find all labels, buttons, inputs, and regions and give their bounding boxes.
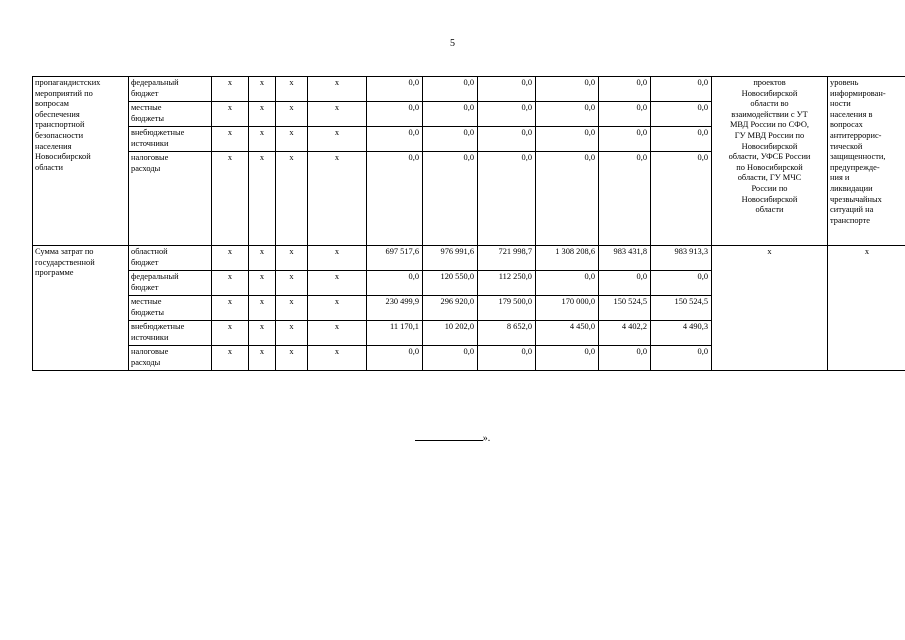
amount-cell: 0,0: [478, 152, 536, 246]
code-cell: x: [276, 321, 308, 346]
amount-cell: 0,0: [599, 271, 651, 296]
amount-cell: 0,0: [651, 271, 712, 296]
result-cell: уровень информирован- ности населения в вопросах антитеррорис- тической защищенности, предупрежде- ния и ликвидации чрезвычайных ситуаций на транспорте: [828, 77, 905, 246]
amount-cell: 4 450,0: [536, 321, 599, 346]
funding-source-cell: федеральный бюджет: [129, 77, 212, 102]
code-cell: x: [308, 127, 367, 152]
amount-cell: 0,0: [651, 77, 712, 102]
code-cell: x: [249, 346, 276, 371]
funding-source-cell: местные бюджеты: [129, 296, 212, 321]
code-cell: x: [276, 152, 308, 246]
amount-cell: 0,0: [367, 127, 423, 152]
amount-cell: 10 202,0: [423, 321, 478, 346]
amount-cell: 0,0: [651, 152, 712, 246]
amount-cell: 296 920,0: [423, 296, 478, 321]
code-cell: x: [249, 127, 276, 152]
code-cell: x: [308, 102, 367, 127]
amount-cell: 0,0: [478, 127, 536, 152]
code-cell: x: [212, 77, 249, 102]
amount-cell: 0,0: [651, 127, 712, 152]
amount-cell: 0,0: [599, 102, 651, 127]
code-cell: x: [276, 346, 308, 371]
code-cell: x: [249, 271, 276, 296]
funding-source-cell: местные бюджеты: [129, 102, 212, 127]
amount-cell: 8 652,0: [478, 321, 536, 346]
code-cell: x: [276, 77, 308, 102]
amount-cell: 11 170,1: [367, 321, 423, 346]
code-cell: x: [212, 152, 249, 246]
program-cost-table: [32, 76, 905, 371]
code-cell: x: [212, 321, 249, 346]
code-cell: x: [276, 102, 308, 127]
funding-source-cell: внебюджетные источники: [129, 321, 212, 346]
amount-cell: 0,0: [367, 102, 423, 127]
measure-name-cell: Сумма затрат по государственной программе: [33, 246, 129, 371]
funding-source-cell: внебюджетные источники: [129, 127, 212, 152]
code-cell: x: [276, 246, 308, 271]
code-cell: x: [249, 77, 276, 102]
amount-cell: 976 991,6: [423, 246, 478, 271]
amount-cell: 0,0: [423, 102, 478, 127]
amount-cell: 0,0: [536, 127, 599, 152]
amount-cell: 179 500,0: [478, 296, 536, 321]
funding-source-cell: налоговые расходы: [129, 346, 212, 371]
closing-quote: ».: [482, 433, 491, 444]
measure-name-cell: пропагандистских мероприятий по вопросам обеспечения транспортной безопасности населения Новосибирской области: [33, 77, 129, 246]
amount-cell: 0,0: [423, 152, 478, 246]
closing-mark: [0, 431, 905, 444]
table-row: [33, 246, 905, 271]
result-cell: x: [828, 246, 905, 371]
code-cell: x: [308, 296, 367, 321]
amount-cell: 0,0: [651, 102, 712, 127]
executor-cell: проектов Новосибирской области во взаимодействии с УТ МВД России по СФО, ГУ МВД России по Новосибирской области, УФСБ России по Новосибирской области, ГУ МЧС России по Новосибирской области: [712, 77, 828, 246]
code-cell: x: [212, 246, 249, 271]
code-cell: x: [249, 152, 276, 246]
amount-cell: 0,0: [651, 346, 712, 371]
amount-cell: 0,0: [599, 152, 651, 246]
amount-cell: 0,0: [367, 77, 423, 102]
funding-source-cell: налоговые расходы: [129, 152, 212, 246]
code-cell: x: [249, 102, 276, 127]
amount-cell: 0,0: [536, 271, 599, 296]
code-cell: x: [249, 296, 276, 321]
amount-cell: 983 431,8: [599, 246, 651, 271]
table-row: [33, 77, 905, 102]
code-cell: x: [308, 77, 367, 102]
amount-cell: 170 000,0: [536, 296, 599, 321]
amount-cell: 0,0: [599, 346, 651, 371]
amount-cell: 150 524,5: [599, 296, 651, 321]
amount-cell: 230 499,9: [367, 296, 423, 321]
amount-cell: 112 250,0: [478, 271, 536, 296]
code-cell: x: [308, 246, 367, 271]
code-cell: x: [276, 127, 308, 152]
amount-cell: 0,0: [536, 152, 599, 246]
amount-cell: 0,0: [423, 127, 478, 152]
code-cell: x: [249, 321, 276, 346]
amount-cell: 0,0: [367, 152, 423, 246]
code-cell: x: [276, 296, 308, 321]
amount-cell: 983 913,3: [651, 246, 712, 271]
amount-cell: 0,0: [599, 77, 651, 102]
code-cell: x: [212, 102, 249, 127]
amount-cell: 1 308 208,6: [536, 246, 599, 271]
code-cell: x: [308, 321, 367, 346]
amount-cell: 0,0: [423, 77, 478, 102]
code-cell: x: [212, 346, 249, 371]
amount-cell: 697 517,6: [367, 246, 423, 271]
amount-cell: 721 998,7: [478, 246, 536, 271]
code-cell: x: [308, 346, 367, 371]
amount-cell: 4 402,2: [599, 321, 651, 346]
code-cell: x: [308, 271, 367, 296]
signature-line: [415, 431, 483, 441]
amount-cell: 0,0: [599, 127, 651, 152]
amount-cell: 0,0: [478, 346, 536, 371]
amount-cell: 0,0: [478, 77, 536, 102]
code-cell: x: [212, 271, 249, 296]
code-cell: x: [212, 127, 249, 152]
funding-source-cell: федеральный бюджет: [129, 271, 212, 296]
amount-cell: 150 524,5: [651, 296, 712, 321]
amount-cell: 0,0: [536, 102, 599, 127]
amount-cell: 0,0: [536, 346, 599, 371]
executor-cell: x: [712, 246, 828, 371]
code-cell: x: [212, 296, 249, 321]
amount-cell: 0,0: [367, 346, 423, 371]
amount-cell: 0,0: [478, 102, 536, 127]
amount-cell: 0,0: [367, 271, 423, 296]
code-cell: x: [249, 246, 276, 271]
amount-cell: 120 550,0: [423, 271, 478, 296]
amount-cell: 4 490,3: [651, 321, 712, 346]
amount-cell: 0,0: [536, 77, 599, 102]
code-cell: x: [308, 152, 367, 246]
code-cell: x: [276, 271, 308, 296]
amount-cell: 0,0: [423, 346, 478, 371]
funding-source-cell: областной бюджет: [129, 246, 212, 271]
page-number: 5: [450, 38, 455, 49]
